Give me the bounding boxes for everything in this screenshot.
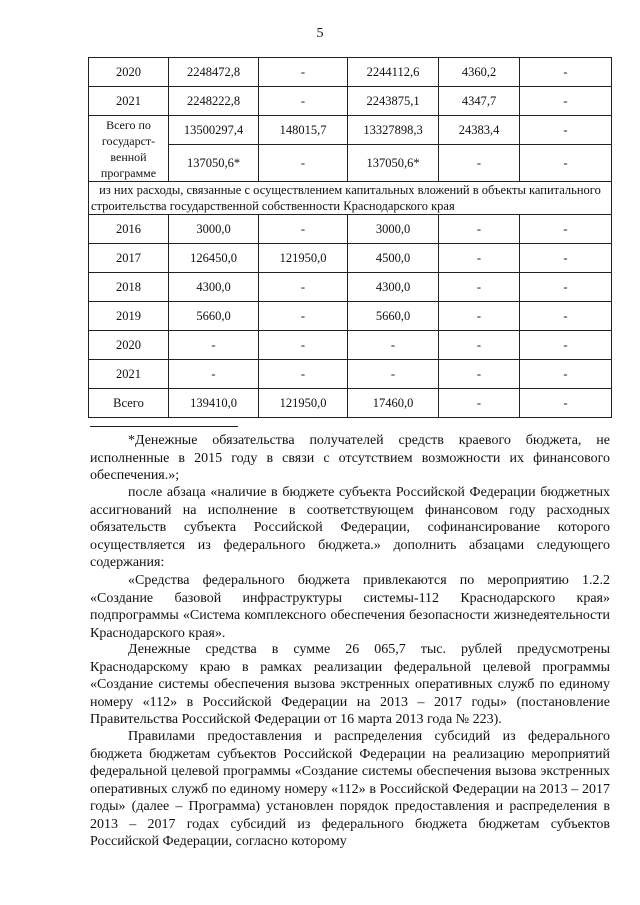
value-cell: - [259, 273, 348, 302]
budget-table [88, 57, 612, 418]
year-cell: 2021 [89, 87, 169, 116]
value-cell: - [520, 116, 612, 145]
value-cell: 24383,4 [439, 116, 520, 145]
table-row [89, 302, 612, 331]
paragraph: Денежные средства в сумме 26 065,7 тыс. рублей предусмотрены Краснодарскому краю в рамках реализации федеральной целевой программы «Создание системы обеспечения вызова экстренных оперативных служб по единому номеру «112» в Российской Федерации на 2013 – 2017 годы» (постановление Правительства Российской Федерации от 16 марта 2013 года № 223). [90, 642, 610, 727]
capital-expenses-header-row [89, 182, 612, 215]
value-cell: - [520, 58, 612, 87]
total-label-cell: Всего по государст-венной программе [89, 116, 169, 182]
value-cell: - [439, 389, 520, 418]
value-cell: - [520, 87, 612, 116]
value-cell: - [259, 215, 348, 244]
value-cell: 4347,7 [439, 87, 520, 116]
value-cell: - [439, 215, 520, 244]
paragraph: «Средства федерального бюджета привлекаются по мероприятию 1.2.2 «Создание базовой инфраструктуры системы-112 Краснодарского края» подпрограммы «Система комплексного обеспечения безопасности жизнедеятельности Краснодарского края». [90, 573, 610, 641]
value-cell: 3000,0 [169, 215, 259, 244]
value-cell: 2244112,6 [348, 58, 439, 87]
table-row [89, 215, 612, 244]
table-row [89, 58, 612, 87]
value-cell: - [520, 244, 612, 273]
value-cell: 2248472,8 [169, 58, 259, 87]
value-cell: 137050,6* [169, 145, 259, 182]
value-cell: - [520, 331, 612, 360]
value-cell: - [169, 360, 259, 389]
value-cell: - [259, 58, 348, 87]
value-cell: - [259, 360, 348, 389]
year-cell: 2017 [89, 244, 169, 273]
value-cell: 121950,0 [259, 244, 348, 273]
value-cell: - [520, 273, 612, 302]
year-cell: 2020 [89, 331, 169, 360]
value-cell: 2243875,1 [348, 87, 439, 116]
value-cell: - [169, 331, 259, 360]
value-cell: - [520, 215, 612, 244]
value-cell: - [520, 302, 612, 331]
value-cell: 13500297,4 [169, 116, 259, 145]
value-cell: 13327898,3 [348, 116, 439, 145]
value-cell: 4500,0 [348, 244, 439, 273]
year-cell: 2021 [89, 360, 169, 389]
year-cell: 2020 [89, 58, 169, 87]
paragraph: Правилами предоставления и распределения субсидий из федерального бюджета бюджетам субъектов Российской Федерации на реализацию мероприятий федеральной целевой программы «Создание системы обеспечения вызова экстренных оперативных служб по единому номеру «112» в Российской Федерации на 2013 – 2017 годы» (далее – Программа) установлен порядок предоставления и распределения в 2013 – 2017 годах субсидий из федерального бюджета бюджетам субъектов Российской Федерации, согласно которому [90, 729, 610, 849]
value-cell: 17460,0 [348, 389, 439, 418]
value-cell: 139410,0 [169, 389, 259, 418]
paragraph: после абзаца «наличие в бюджете субъекта Российской Федерации бюджетных ассигнований на исполнение в соответствующем финансовом году расходных обязательств субъекта Российской Федерации, софинансирование которого осуществляется из федерального бюджета.» дополнить абзацами следующего содержания: [90, 485, 610, 570]
value-cell: - [439, 273, 520, 302]
value-cell: - [259, 331, 348, 360]
value-cell: - [439, 145, 520, 182]
table-row [89, 360, 612, 389]
value-cell: - [439, 244, 520, 273]
value-cell: - [439, 331, 520, 360]
footnote-divider [90, 426, 238, 427]
value-cell: 4300,0 [169, 273, 259, 302]
value-cell: 3000,0 [348, 215, 439, 244]
value-cell: - [259, 87, 348, 116]
value-cell: 5660,0 [348, 302, 439, 331]
capital-expenses-header: из них расходы, связанные с осуществлением капитальных вложений в объекты капитального строительства государственной собственности Краснодарского края [89, 182, 612, 215]
value-cell: - [259, 145, 348, 182]
year-cell: 2018 [89, 273, 169, 302]
year-cell: Всего [89, 389, 169, 418]
value-cell: - [348, 360, 439, 389]
year-cell: 2016 [89, 215, 169, 244]
value-cell: 137050,6* [348, 145, 439, 182]
value-cell: 4300,0 [348, 273, 439, 302]
value-cell: - [520, 360, 612, 389]
value-cell: - [259, 302, 348, 331]
value-cell: 4360,2 [439, 58, 520, 87]
value-cell: - [520, 145, 612, 182]
value-cell: 126450,0 [169, 244, 259, 273]
table-row [89, 273, 612, 302]
value-cell: - [348, 331, 439, 360]
footnote: *Денежные обязательства получателей средств краевого бюджета, не исполненные в 2015 году в связи с отсутствием возможности их финансового обеспечения.»; [90, 433, 610, 483]
value-cell: 5660,0 [169, 302, 259, 331]
table-row [89, 331, 612, 360]
value-cell: - [439, 302, 520, 331]
table-row [89, 87, 612, 116]
table-row-total [89, 116, 612, 145]
year-cell: 2019 [89, 302, 169, 331]
value-cell: - [520, 389, 612, 418]
table-row-total-capital [89, 389, 612, 418]
value-cell: - [439, 360, 520, 389]
table-row [89, 244, 612, 273]
page-number: 5 [316, 26, 324, 41]
value-cell: 2248222,8 [169, 87, 259, 116]
value-cell: 121950,0 [259, 389, 348, 418]
value-cell: 148015,7 [259, 116, 348, 145]
